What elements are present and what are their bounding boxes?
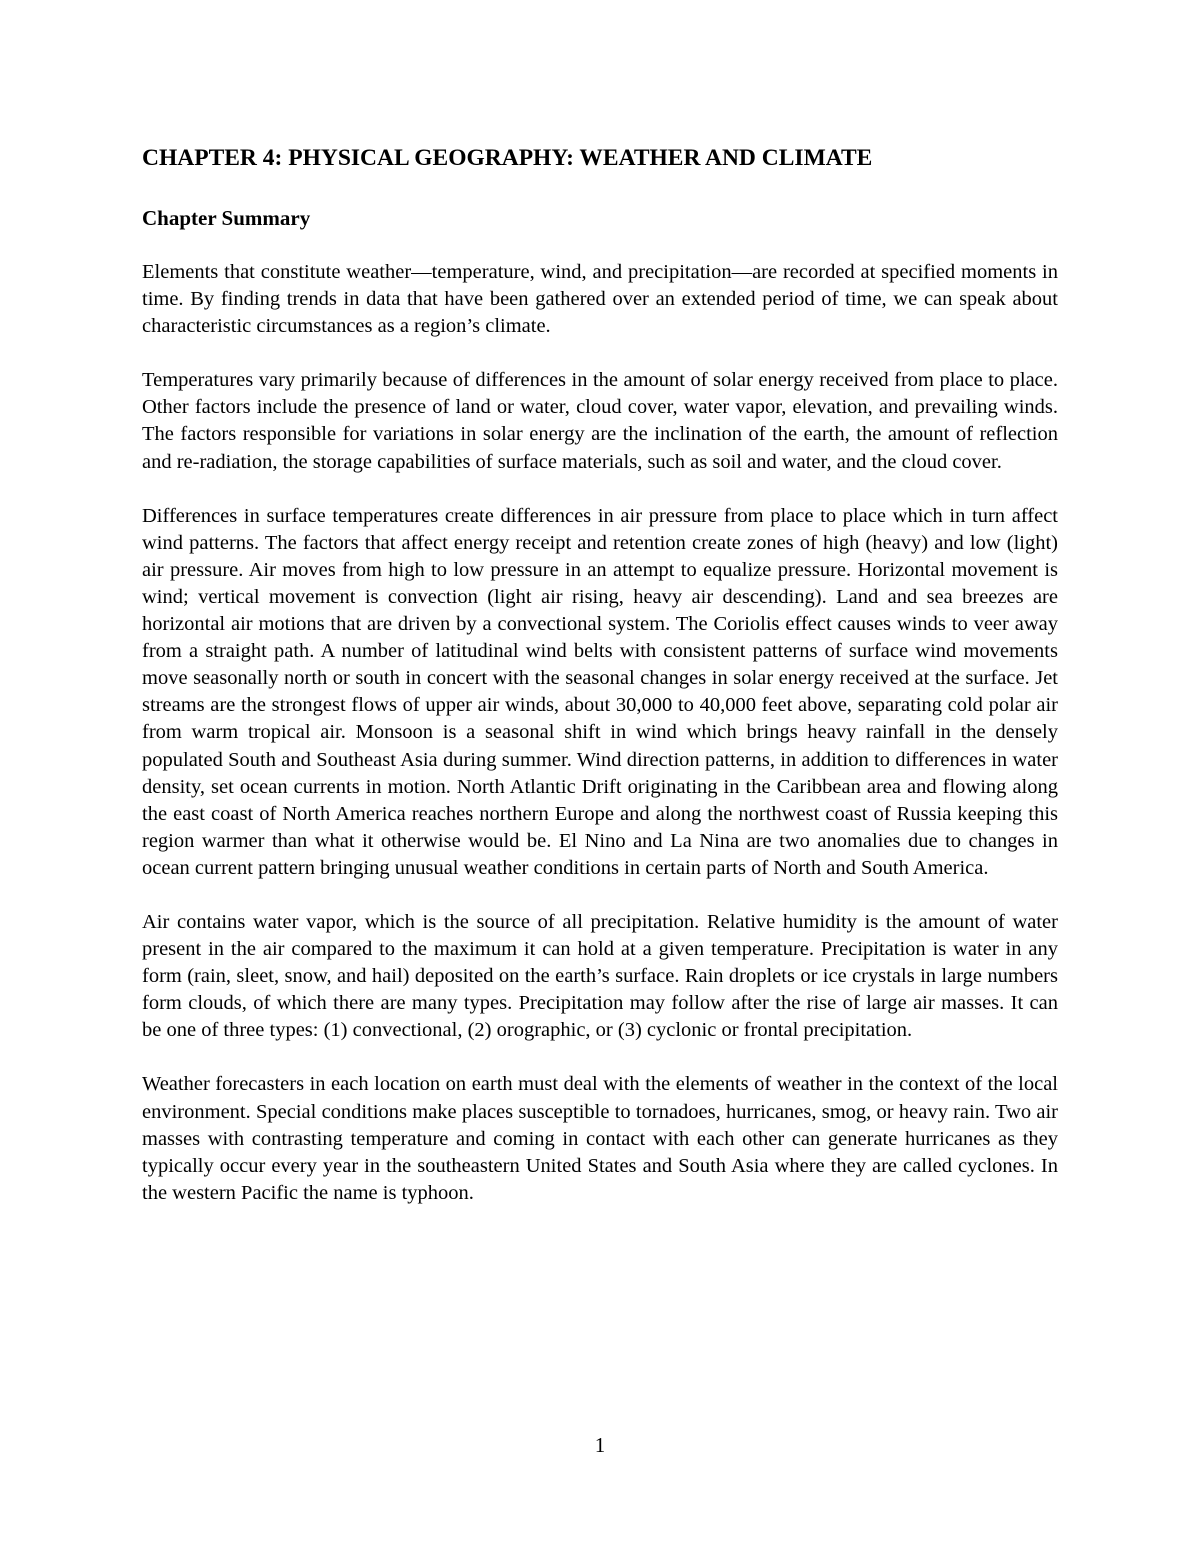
paragraph-air-pressure-wind: Differences in surface temperatures create differences in air pressure from place to place which in turn affect wind patterns. The factors that affect energy receipt and retention create zones of high (heavy) and low (light) air pressure. Air moves from high to low pressure in an attempt to equalize pressure. Horizontal movement is wind; vertical movement is convection (light air rising, heavy air descending). Land and sea breezes are horizontal air motions that are driven by a convectional system. The Coriolis effect causes winds to veer away from a straight path. A number of latitudinal wind belts with consistent patterns of surface wind movements move seasonally north or south in concert with the seasonal changes in solar energy received at the surface. Jet streams are the strongest flows of upper air winds, about 30,000 to 40,000 feet above, separating cold polar air from warm tropical air. Monsoon is a seasonal shift in wind which brings heavy rainfall in the densely populated South and Southeast Asia during summer. Wind direction patterns, in addition to differences in water density, set ocean currents in motion. North Atlantic Drift originating in the Caribbean area and flowing along the east coast of North America reaches northern Europe and along the northwest coast of Russia keeping this region warmer than what it otherwise would be. El Nino and La Nina are two anomalies due to changes in ocean current pattern bringing unusual weather conditions in certain parts of North and South America. <box>142 504 1058 879</box>
section-heading: Chapter Summary <box>142 206 311 230</box>
chapter-title: CHAPTER 4: PHYSICAL GEOGRAPHY: WEATHER AND CLIMATE <box>142 145 873 171</box>
paragraph-temperature: Temperatures vary primarily because of differences in the amount of solar energy received from place to place. Other factors include the presence of land or water, cloud cover, water vapor, elevation, and prevailing winds. The factors responsible for variations in solar energy are the inclination of the earth, the amount of reflection and re-radiation, the storage capabilities of surface materials, such as soil and water, and the cloud cover. <box>142 369 1058 473</box>
paragraph-weather-forecasting: Weather forecasters in each location on earth must deal with the elements of weather in the context of the local environment. Special conditions make places susceptible to tornadoes, hurricanes, smog, or heavy rain. Two air masses with contrasting temperature and coming in contact with each other can generate hurricanes as they typically occur every year in the southeastern United States and South Asia where they are called cyclones. In the western Pacific the name is typhoon. <box>142 1073 1058 1204</box>
page-content <box>142 141 1058 1207</box>
page-number: 1 <box>594 1433 606 1457</box>
paragraph-weather-climate: Elements that constitute weather—temperature, wind, and precipitation—are recorded at specified moments in time. By finding trends in data that have been gathered over an extended period of time, we can speak about characteristic circumstances as a region’s climate. <box>142 261 1058 338</box>
paragraph-precipitation: Air contains water vapor, which is the source of all precipitation. Relative humidity is the amount of water present in the air compared to the maximum it can hold at a given temperature. Precipitation is water in any form (rain, sleet, snow, and hail) deposited on the earth’s surface. Rain droplets or ice crystals in large numbers form clouds, of which there are many types. Precipitation may follow after the rise of large air masses. It can be one of three types: (1) convectional, (2) orographic, or (3) cyclonic or frontal precipitation. <box>142 910 1058 1042</box>
